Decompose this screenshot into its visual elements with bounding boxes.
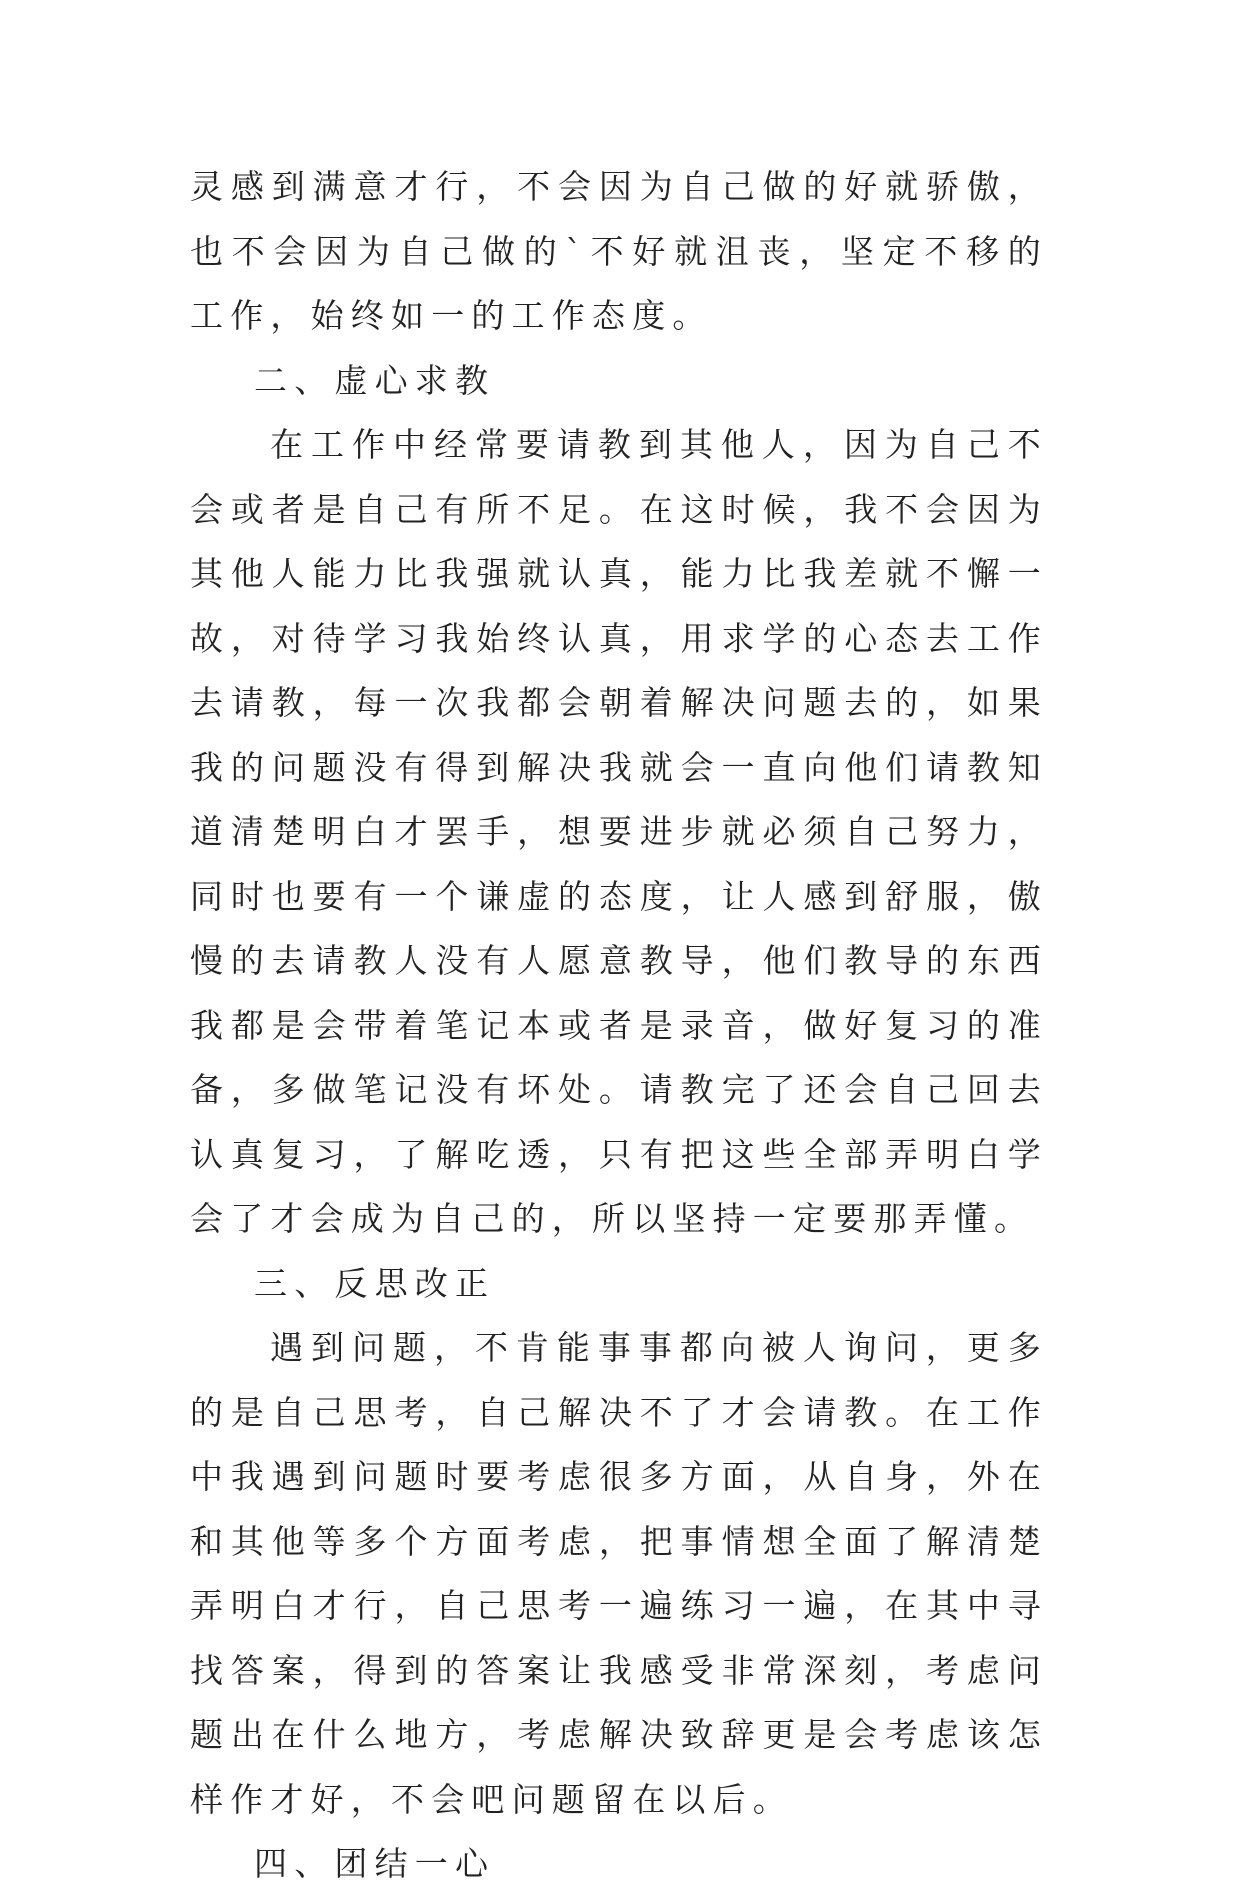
paragraph-reflection: 遇到问题，不肯能事事都向被人询问，更多的是自己思考，自己解决不了才会请教。在工作中我遇到问题时要考虑很多方面，从自身，外在和其他等多个方面考虑，把事情想全面了解清楚弄明白才行，自己思考一遍练习一遍，在其中寻找答案，得到的答案让我感受非常深刻，考虑问题出在什么地方，考虑解决致辞更是会考虑该怎样作才好，不会吧问题留在以后。 (190, 1328, 1048, 1819)
section-heading-2: 二、虚心求教 (254, 360, 496, 400)
document-body (190, 155, 1048, 1897)
section-heading-3: 三、反思改正 (254, 1263, 496, 1303)
paragraph-humble-learning: 在工作中经常要请教到其他人，因为自己不会或者是自己有所不足。在这时候，我不会因为其他人能力比我强就认真，能力比我差就不懈一故，对待学习我始终认真，用求学的心态去工作去请教，每一次我都会朝着解决问题去的，如果我的问题没有得到解决我就会一直向他们请教知道清楚明白才罢手，想要进步就必须自己努力，同时也要有一个谦虚的态度，让人感到舒服，傲慢的去请教人没有人愿意教导，他们教导的东西我都是会带着笔记本或者是录音，做好复习的准备，多做笔记没有坏处。请教完了还会自己回去认真复习，了解吃透，只有把这些全部弄明白学会了才会成为自己的，所以坚持一定要那弄懂。 (190, 425, 1048, 1238)
section-heading-4: 四、团结一心 (254, 1844, 496, 1883)
paragraph-continued: 灵感到满意才行，不会因为自己做的好就骄傲，也不会因为自己做的`不好就沮丧，坚定不移的工作，始终如一的工作态度。 (190, 167, 1048, 335)
